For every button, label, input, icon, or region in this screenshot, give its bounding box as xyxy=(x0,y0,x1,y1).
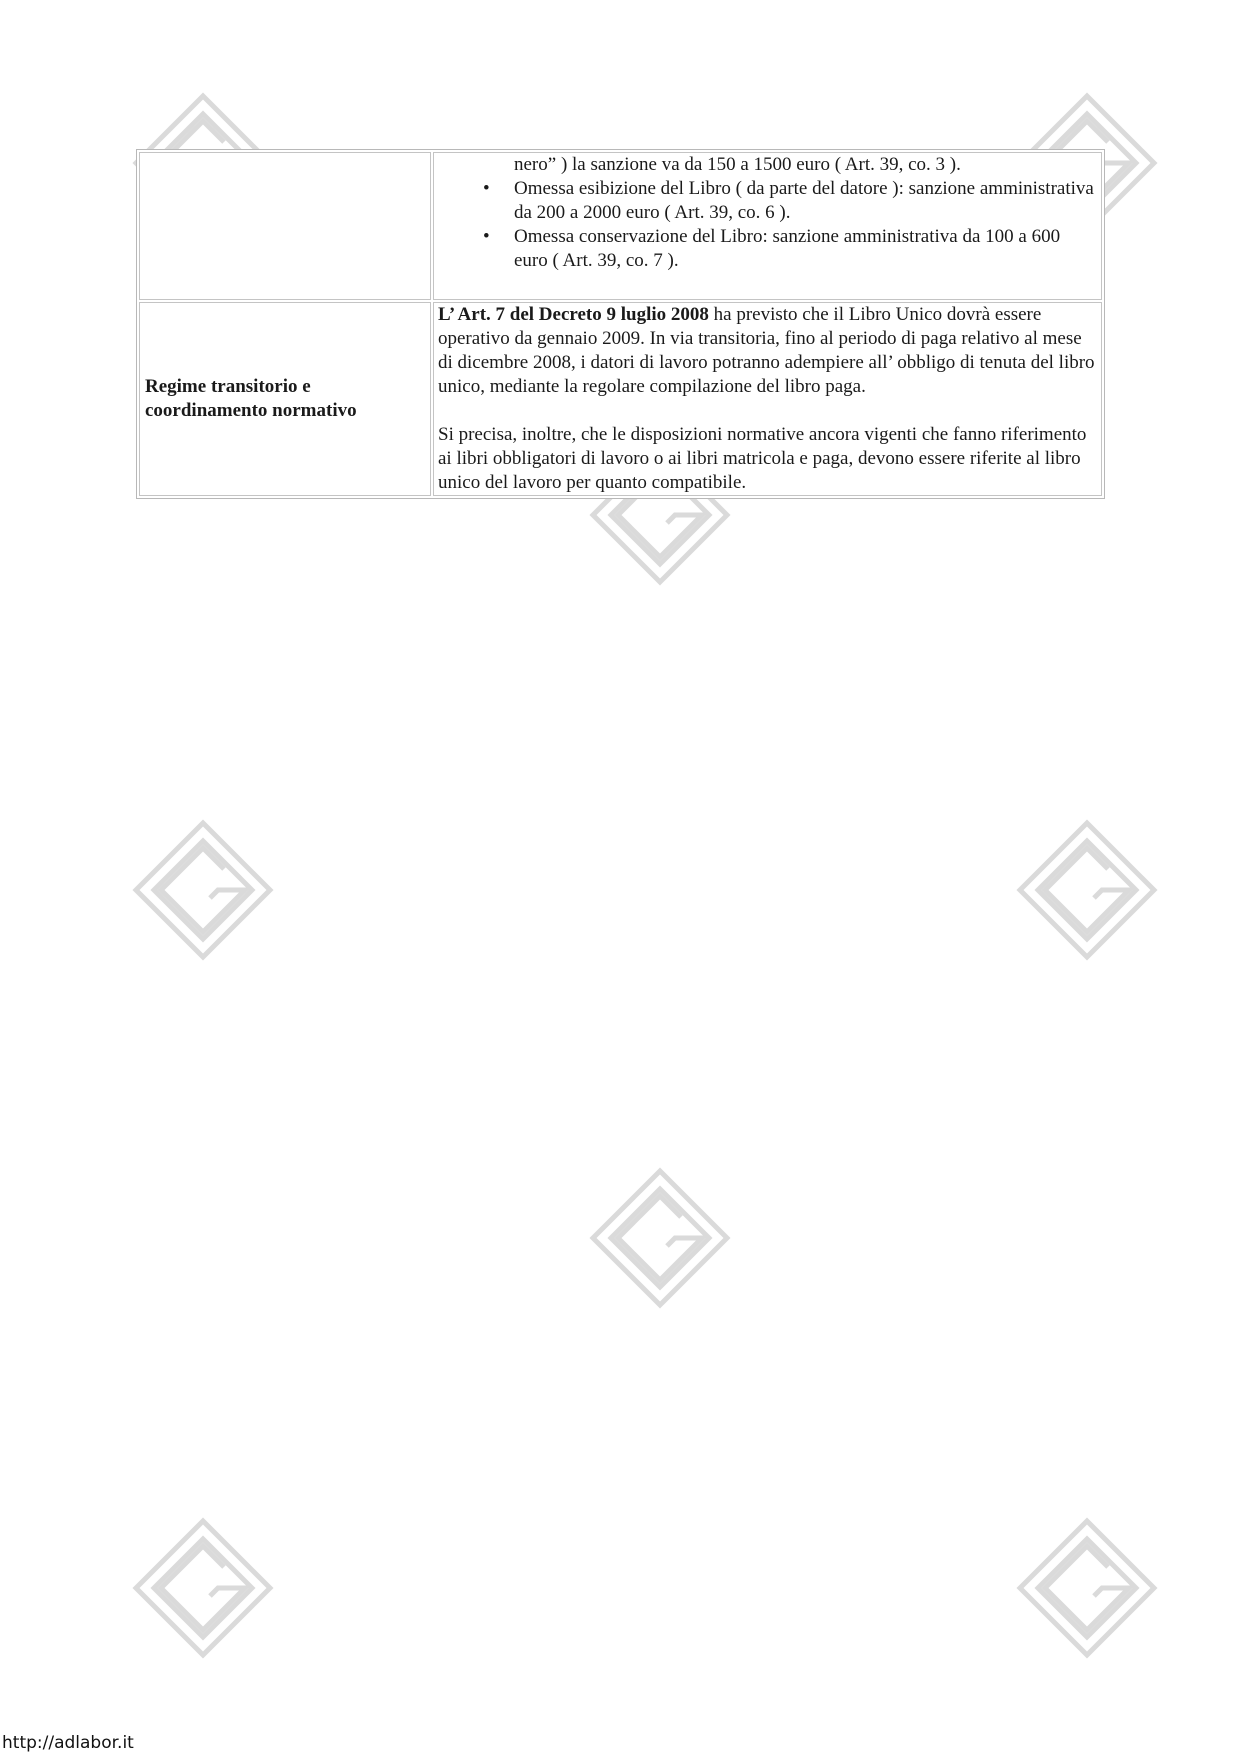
document-table xyxy=(136,149,1105,499)
adlabor-logo-watermark-icon xyxy=(1012,1513,1162,1663)
list-item: nero” ) la sanzione va da 150 a 1500 euro ( Art. 39, co. 3 ). xyxy=(514,154,961,175)
list-item: • Omessa conservazione del Libro: sanzione amministrativa da 100 a 600 euro ( Art. 39, co. 7 ). xyxy=(514,225,1097,273)
transition-cell xyxy=(433,302,1102,496)
table-row xyxy=(139,302,1102,496)
paragraph-text: ha previsto che il Libro Unico dovrà essere operativo da gennaio 2009. In via transitoria, fino al periodo di paga relativo al mese di dicembre 2008, i datori di lavoro potranno adempiere all’ obbligo di tenuta del libro unico, mediante la regolare compilazione del libro paga. xyxy=(438,304,1095,397)
table-row xyxy=(139,152,1102,300)
paragraph: Si precisa, inoltre, che le disposizioni normative ancora vigenti che fanno riferimento ai libri obbligatori di lavoro o ai libri matricola e paga, devono essere riferite al libro unico del lavoro per quanto compatibile. xyxy=(438,424,1087,493)
sanctions-list xyxy=(438,153,1097,273)
adlabor-logo-watermark-icon xyxy=(585,1163,735,1313)
paragraph xyxy=(438,303,1097,399)
footer-url: http://adlabor.it xyxy=(2,1733,134,1753)
adlabor-logo-watermark-icon xyxy=(1012,815,1162,965)
adlabor-logo-watermark-icon xyxy=(128,815,278,965)
adlabor-logo-watermark-icon xyxy=(128,1513,278,1663)
list-item: • Omessa esibizione del Libro ( da parte del datore ): sanzione amministrativa da 200 a 2000 euro ( Art. 39, co. 6 ). xyxy=(514,177,1097,225)
row-label-cell xyxy=(139,152,431,300)
row-label: Regime transitorio e coordinamento normativo xyxy=(145,376,357,421)
decree-reference: L’ Art. 7 del Decreto 9 luglio 2008 xyxy=(438,304,709,325)
sanctions-cell xyxy=(433,152,1102,300)
row-label-cell xyxy=(139,302,431,496)
